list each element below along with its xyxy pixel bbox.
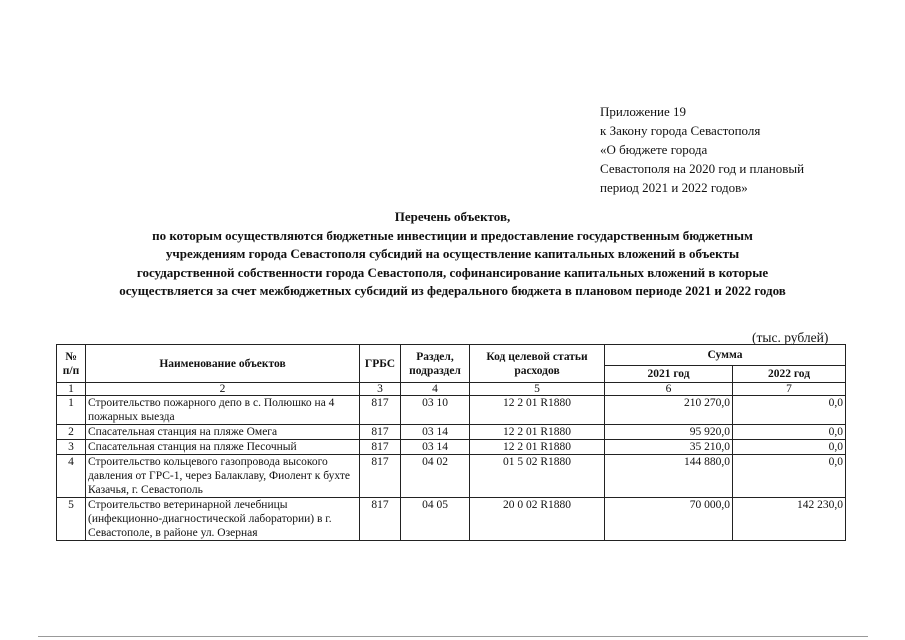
row-section: 03 10 [401, 396, 470, 425]
row-grbs: 817 [360, 498, 401, 541]
row-grbs: 817 [360, 425, 401, 440]
row-num: 5 [57, 498, 86, 541]
col-number: 7 [733, 383, 846, 396]
title-line-4: государственной собственности города Севастополя, софинансирование капитальных вложений в которые [136, 264, 769, 280]
row-2021: 210 270,0 [605, 396, 733, 425]
row-section: 03 14 [401, 440, 470, 455]
annex-line-1: Приложение 19 [600, 104, 687, 119]
column-numbers-row [57, 383, 846, 396]
row-name: Строительство ветеринарной лечебницы (инфекционно-диагностической лаборатории) в г. Севастополе, в районе ул. Озерная [86, 498, 360, 541]
row-num: 3 [57, 440, 86, 455]
col-number: 2 [86, 383, 360, 396]
table-row [57, 440, 846, 455]
col-number: 4 [401, 383, 470, 396]
row-num: 1 [57, 396, 86, 425]
table-row [57, 425, 846, 440]
row-2022: 0,0 [733, 396, 846, 425]
row-2021: 35 210,0 [605, 440, 733, 455]
header-2021: 2021 год [605, 366, 733, 383]
row-code: 12 2 01 R1880 [470, 396, 605, 425]
document-title [40, 208, 865, 301]
row-name: Строительство кольцевого газопровода высокого давления от ГРС-1, через Балаклаву, Фиолент к бухте Казачья, г. Севастополь [86, 455, 360, 498]
title-line-5: осуществляется за счет межбюджетных субсидий из федерального бюджета в плановом периоде 2021 и 2022 годов [119, 283, 786, 298]
header-num: № п/п [57, 345, 86, 383]
annex-line-5: период 2021 и 2022 годов» [600, 180, 748, 195]
header-sum: Сумма [605, 345, 846, 366]
units-label: (тыс. рублей) [752, 330, 829, 345]
row-2021: 70 000,0 [605, 498, 733, 541]
row-2021: 95 920,0 [605, 425, 733, 440]
annex-line-3: «О бюджете города [600, 142, 708, 157]
row-code: 20 0 02 R1880 [470, 498, 605, 541]
row-grbs: 817 [360, 455, 401, 498]
row-code: 01 5 02 R1880 [470, 455, 605, 498]
header-name: Наименование объектов [86, 345, 360, 383]
col-number: 5 [470, 383, 605, 396]
row-name: Спасательная станция на пляже Омега [86, 425, 360, 440]
row-code: 12 2 01 R1880 [470, 440, 605, 455]
table-row [57, 498, 846, 541]
col-number: 6 [605, 383, 733, 396]
row-2022: 142 230,0 [733, 498, 846, 541]
scan-edge-line [38, 636, 868, 637]
col-number: 3 [360, 383, 401, 396]
col-number: 1 [57, 383, 86, 396]
table-row [57, 455, 846, 498]
row-2022: 0,0 [733, 425, 846, 440]
title-line-3: учреждениям города Севастополя субсидий на осуществление капитальных вложений в объекты [165, 246, 740, 261]
row-2022: 0,0 [733, 455, 846, 498]
objects-table [56, 344, 846, 541]
row-2022: 0,0 [733, 440, 846, 455]
title-line-2: по которым осуществляются бюджетные инвестиции и предоставление государственным бюджетным [152, 227, 753, 243]
row-section: 03 14 [401, 425, 470, 440]
row-grbs: 817 [360, 396, 401, 425]
row-name: Строительство пожарного депо в с. Полюшко на 4 пожарных выезда [86, 396, 360, 425]
header-section: Раздел, подраздел [401, 345, 470, 383]
row-2021: 144 880,0 [605, 455, 733, 498]
row-grbs: 817 [360, 440, 401, 455]
row-section: 04 05 [401, 498, 470, 541]
row-section: 04 02 [401, 455, 470, 498]
title-line-1: Перечень объектов, [394, 209, 511, 224]
header-grbs: ГРБС [360, 345, 401, 383]
row-num: 4 [57, 455, 86, 498]
row-name: Спасательная станция на пляже Песочный [86, 440, 360, 455]
header-2022: 2022 год [733, 366, 846, 383]
annex-block [600, 102, 890, 197]
annex-line-4: Севастополя на 2020 год и плановый [600, 161, 805, 176]
table-row [57, 396, 846, 425]
row-num: 2 [57, 425, 86, 440]
header-code: Код целевой статьи расходов [470, 345, 605, 383]
row-code: 12 2 01 R1880 [470, 425, 605, 440]
annex-line-2: к Закону города Севастополя [600, 123, 761, 138]
